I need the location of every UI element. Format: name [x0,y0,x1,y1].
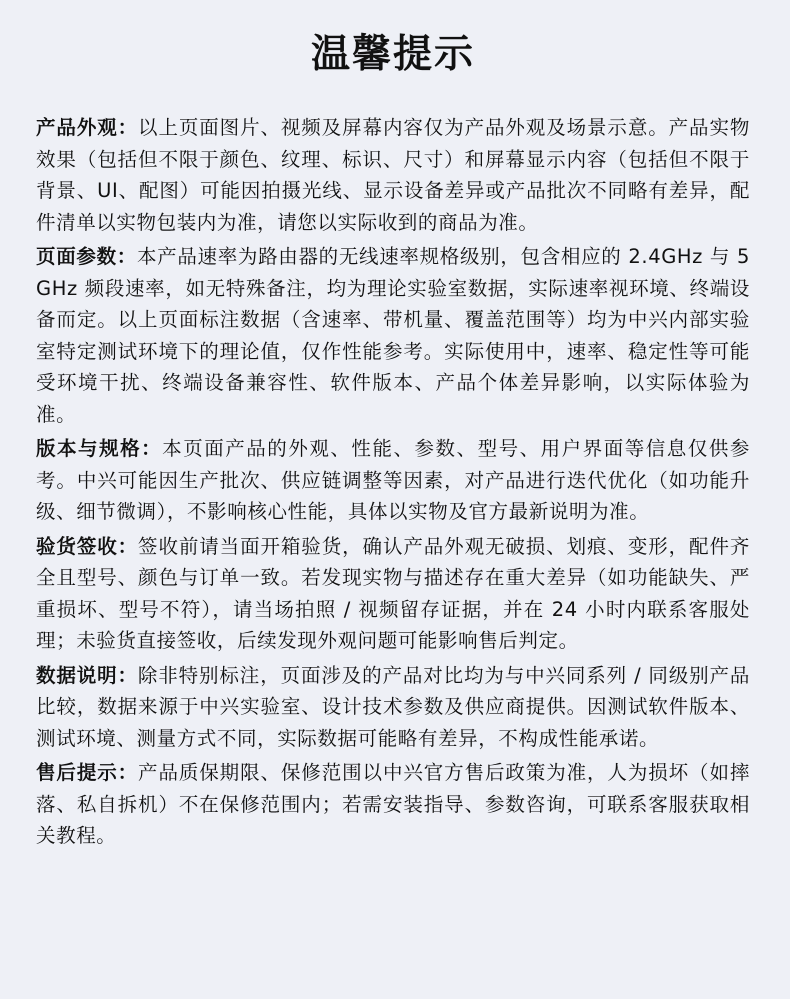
notice-text: 签收前请当面开箱验货，确认产品外观无破损、划痕、变形，配件齐全且型号、颜色与订单一致。若发现实物与描述存在重大差异（如功能缺失、严重损坏、型号不符），请当场拍照 / 视频留存证据，并在 24 小时内联系客服处理；未验货直接签收，后续发现外观问题可能影响售后判定。 [36,534,750,652]
notice-text: 以上页面图片、视频及屏幕内容仅为产品外观及场景示意。产品实物效果（包括但不限于颜色、纹理、标识、尺寸）和屏幕显示内容（包括但不限于背景、UI、配图）可能因拍摄光线、显示设备差异或产品批次不同略有差异，配件清单以实物包装内为准，请您以实际收到的商品为准。 [36,116,750,234]
notice-data-statement [36,660,750,755]
notice-label: 产品外观： [36,116,139,139]
notice-page-params [36,241,750,430]
notice-text: 本产品速率为路由器的无线速率规格级别，包含相应的 2.4GHz 与 5GHz 频段速率，如无特殊备注，均为理论实验室数据，实际速率视环境、终端设备而定。以上页面标注数据（含速率、带机量、覆盖范围等）均为中兴内部实验室特定测试环境下的理论值，仅作性能参考。实际使用中，速率、稳定性等可能受环境干扰、终端设备兼容性、软件版本、产品个体差异影响，以实际体验为准。 [36,245,750,426]
notice-text: 除非特别标注，页面涉及的产品对比均为与中兴同系列 / 同级别产品比较，数据来源于中兴实验室、设计技术参数及供应商提供。因测试软件版本、测试环境、测量方式不同，实际数据可能略有差异，不构成性能承诺。 [36,663,750,750]
notice-list [36,112,750,852]
notice-appearance [36,112,750,238]
notice-after-sales [36,757,750,852]
page-title: 温馨提示 [310,32,475,77]
notice-label: 售后提示： [36,761,139,784]
notice-version-spec [36,433,750,528]
notice-text: 本页面产品的外观、性能、参数、型号、用户界面等信息仅供参考。中兴可能因生产批次、供应链调整等因素，对产品进行迭代优化（如功能升级、细节微调），不影响核心性能，具体以实物及官方最新说明为准。 [36,437,750,523]
notice-text: 产品质保期限、保修范围以中兴官方售后政策为准，人为损坏（如摔落、私自拆机）不在保修范围内；若需安装指导、参数咨询，可联系客服获取相关教程。 [36,761,750,847]
notice-label: 数据说明： [36,663,138,687]
notice-label: 页面参数： [36,245,137,268]
notice-label: 验货签收： [36,534,139,558]
notice-inspection [36,531,750,657]
notice-label: 版本与规格： [36,437,163,460]
